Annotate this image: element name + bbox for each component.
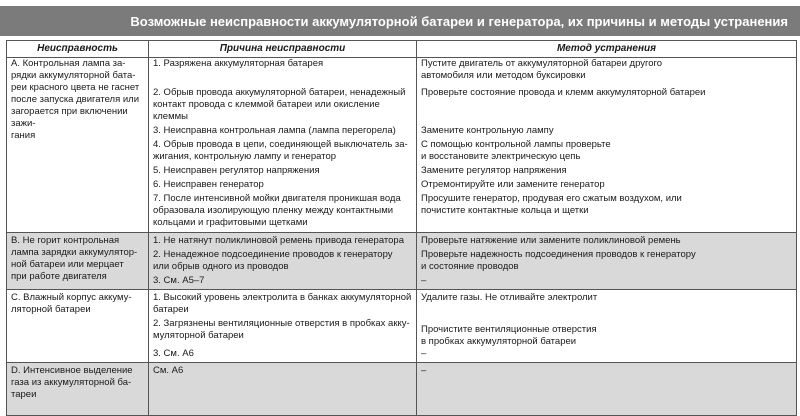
method-cell <box>417 191 797 233</box>
method-text: – <box>421 275 427 286</box>
method-text: Отремонтируйте или замените генератор <box>421 179 605 190</box>
method-cell <box>417 123 797 137</box>
cause-cell <box>149 137 417 163</box>
title-banner <box>0 6 800 36</box>
method-cell <box>417 82 797 123</box>
fault-cell <box>7 363 149 416</box>
method-cell <box>417 163 797 177</box>
fault-cell <box>7 233 149 290</box>
cause-text: 2. Обрыв провода аккумуляторной батареи, ненадежный контакт провода с клеммой батареи или окисление клеммы <box>153 87 406 122</box>
method-cell <box>417 137 797 163</box>
cause-cell <box>149 348 417 363</box>
table-title: Возможные неисправности аккумуляторной батареи и генератора, их причины и методы устранения <box>130 13 788 29</box>
cause-text: 1. Не натянут поликлиновой ремень привода генератора <box>153 235 404 246</box>
method-text: Замените регулятор напряжения <box>421 165 567 176</box>
cause-cell <box>149 123 417 137</box>
cause-cell <box>149 247 417 273</box>
header-fault: Неисправность <box>7 41 149 58</box>
cause-cell <box>149 191 417 233</box>
header-row <box>7 41 797 58</box>
method-text: Пустите двигатель от аккумуляторной батареи другого автомобиля или методом буксировки <box>421 58 663 81</box>
method-text: Замените контрольную лампу <box>421 125 554 136</box>
fault-cell <box>7 290 149 363</box>
fault-text: В. Не горит контрольная лампа зарядки аккумулятор- ной батареи или мерцает при работе двигателя <box>11 235 138 282</box>
method-text: Проверьте состояние провода и клемм аккумуляторной батареи <box>421 87 706 98</box>
cause-text: 7. После интенсивной мойки двигателя проникшая вода образовала изолирующую пленку между контактными кольцами и графитовыми щетками <box>153 193 401 228</box>
method-cell <box>417 247 797 273</box>
method-text: Удалите газы. Не отливайте электролит <box>421 292 598 303</box>
cause-text: 2. Ненадежное подсоединение проводов к генератору или обрыв одного из проводов <box>153 249 393 272</box>
cause-cell <box>149 316 417 348</box>
method-text: Прочистите вентиляционные отверстия в пробках аккумуляторной батареи <box>421 324 597 347</box>
cause-text: 4. Обрыв провода в цепи, соединяющей выключатель за- жигания, контрольную лампу и генератор <box>153 139 408 162</box>
fault-text: А. Контрольная лампа за- рядки аккумуляторной бата- реи красного цвета не гаснет после запуска двигателя или загорается при включении зажи- гания <box>11 58 140 141</box>
cause-cell <box>149 177 417 191</box>
method-text: Проверьте надежность подсоединения проводов к генератору и состояние проводов <box>421 249 696 272</box>
cause-cell <box>149 273 417 290</box>
cause-text: 6. Неисправен генератор <box>153 179 264 190</box>
method-text: Просушите генератор, продувая его сжатым воздухом, или почистите контактные кольца и щетки <box>421 193 682 216</box>
method-cell <box>417 233 797 248</box>
cause-text: 3. См. А6 <box>153 348 194 359</box>
method-text: С помощью контрольной лампы проверьте и восстановите электрическую цепь <box>421 139 611 162</box>
cause-cell <box>149 82 417 123</box>
table-row <box>7 290 797 317</box>
cause-cell <box>149 163 417 177</box>
cause-cell <box>149 233 417 248</box>
method-cell <box>417 290 797 317</box>
table-row <box>7 58 797 83</box>
cause-cell <box>149 290 417 317</box>
header-method: Метод устранения <box>417 41 797 58</box>
cause-text: 3. Неисправна контрольная лампа (лампа перегорела) <box>153 125 396 136</box>
method-cell <box>417 316 797 348</box>
method-text: – <box>421 365 427 376</box>
method-text: Проверьте натяжение или замените поликлиновой ремень <box>421 235 681 246</box>
cause-text: 5. Неисправен регулятор напряжения <box>153 165 320 176</box>
method-cell <box>417 177 797 191</box>
fault-cell <box>7 58 149 233</box>
method-cell <box>417 348 797 363</box>
cause-text: 2. Загрязнены вентиляционные отверстия в пробках акку- муляторной батареи <box>153 318 410 341</box>
cause-text: 1. Разряжена аккумуляторная батарея <box>153 58 324 69</box>
cause-text: 1. Высокий уровень электролита в банках аккумуляторной батареи <box>153 292 412 315</box>
cause-text: См. А6 <box>153 365 184 376</box>
fault-text: D. Интенсивное выделение газа из аккумуляторной ба- тареи <box>11 365 133 400</box>
method-cell <box>417 273 797 290</box>
faults-table <box>6 40 797 416</box>
method-cell <box>417 363 797 416</box>
cause-cell <box>149 58 417 83</box>
table-row <box>7 363 797 416</box>
method-text: – <box>421 348 427 359</box>
fault-text: С. Влажный корпус аккуму- ляторной батареи <box>11 292 132 315</box>
cause-text: 3. См. А5–7 <box>153 275 205 286</box>
method-cell <box>417 58 797 83</box>
cause-cell <box>149 363 417 416</box>
header-cause: Причина неисправности <box>149 41 417 58</box>
table-row <box>7 233 797 248</box>
